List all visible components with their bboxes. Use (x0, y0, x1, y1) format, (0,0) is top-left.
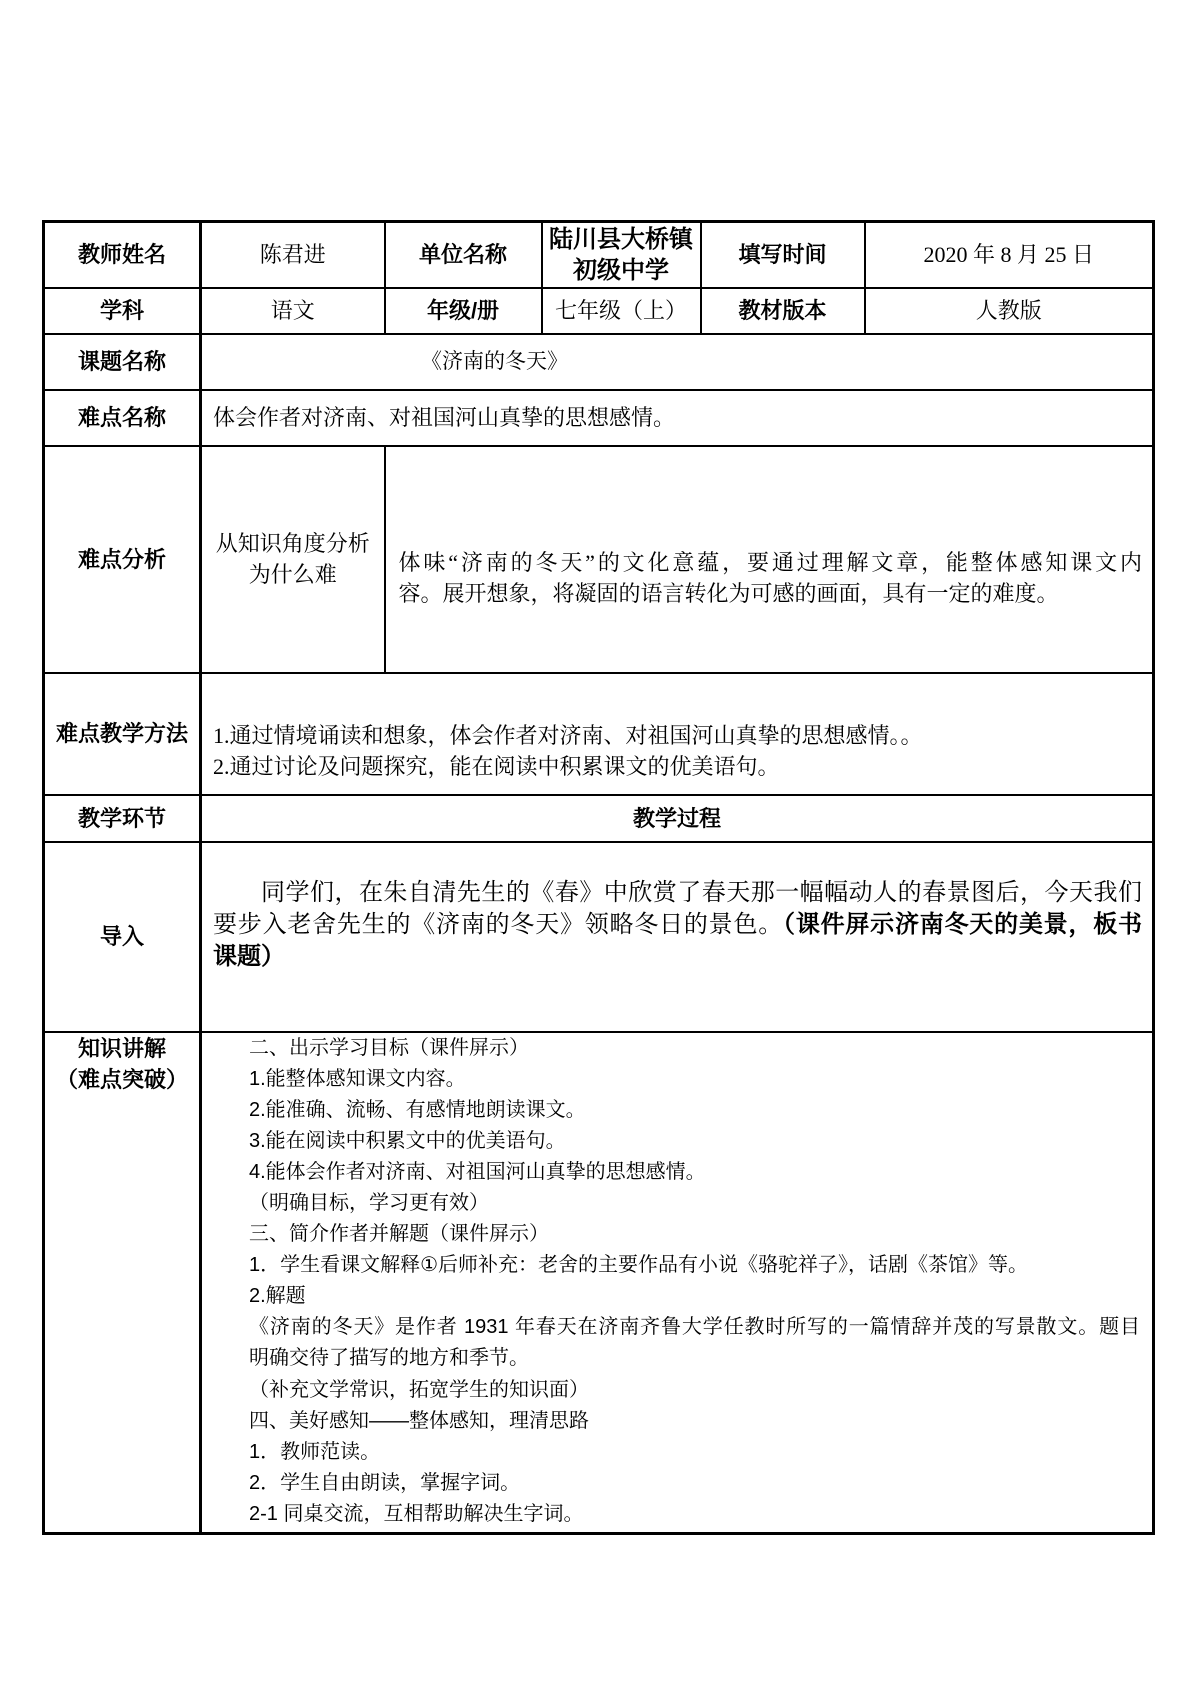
knowledge-line: 1．学生看课文解释①后师补充：老舍的主要作品有小说《骆驼祥子》，话剧《茶馆》等。 (249, 1254, 1029, 1277)
unit-name-cell (542, 222, 701, 288)
fill-time-label-cell (701, 222, 865, 288)
lesson-plan-table (42, 220, 1155, 1535)
knowledge-line: （明确目标，学习更有效） (249, 1191, 489, 1214)
process-header-row (44, 795, 1154, 842)
knowledge-line: 2．学生自由朗读，掌握字词。 (249, 1471, 521, 1494)
teacher-label-cell (44, 222, 201, 288)
knowledge-line: 2.能准确、流畅、有感情地朗读课文。 (249, 1098, 586, 1121)
intro-text-cell (201, 842, 1154, 1032)
intro-note-segment: （课件屏示济南冬天的美景，板书 (783, 910, 1143, 938)
teacher-label: 教师姓名 (77, 242, 166, 268)
knowledge-line: 《济南的冬天》是作者 1931 年春天在济南齐鲁大学任教时所写的一篇情辞并茂的写景散文。题目 (249, 1316, 1140, 1339)
topic-label: 课题名称 (77, 349, 166, 374)
grade-value: 七年级（上） (554, 298, 687, 323)
subject-value: 语文 (270, 298, 315, 323)
grade-cell (542, 288, 701, 334)
difficulty-label-cell (44, 390, 201, 446)
subject-label-cell (44, 288, 201, 334)
stage-label-cell (44, 795, 201, 842)
intro-label: 导入 (99, 924, 144, 949)
info-row-2 (44, 288, 1154, 334)
process-label-cell (201, 795, 1154, 842)
analysis-label: 难点分析 (77, 546, 166, 572)
topic-label-cell (44, 334, 201, 390)
knowledge-line: 明确交待了描写的地方和季节。 (249, 1347, 529, 1370)
analysis-text-cell (385, 446, 1154, 673)
intro-text-line (213, 909, 1142, 941)
teacher-name: 陈君进 (259, 242, 326, 268)
difficulty-value-cell (201, 390, 1154, 446)
topic-row (44, 334, 1154, 390)
intro-text-segment: 要步入老舍先生的《济南的冬天》领略冬日的景色。 (213, 911, 784, 938)
knowledge-line: 三、简介作者并解题（课件屏示） (249, 1223, 549, 1246)
knowledge-label: 知识讲解 (77, 1035, 166, 1061)
analysis-aspect: 从知识角度分析为什么难 (215, 531, 370, 587)
subject-cell (201, 288, 385, 334)
topic-value-cell (201, 334, 1154, 390)
stage-label: 教学环节 (77, 805, 166, 831)
knowledge-line: 2-1 同桌交流，互相帮助解决生字词。 (249, 1502, 584, 1525)
knowledge-line: （补充文学常识，拓宽学生的知识面） (249, 1378, 589, 1401)
knowledge-label-cell (44, 1032, 201, 1534)
method-row (44, 673, 1154, 795)
grade-label: 年级/册 (426, 298, 500, 323)
unit-label: 单位名称 (418, 242, 507, 268)
topic-value: 《济南的冬天》 (421, 349, 568, 373)
knowledge-line: 二、出示学习目标（课件屏示） (249, 1036, 529, 1059)
knowledge-line: 1．教师范读。 (249, 1440, 381, 1463)
method-label-cell (44, 673, 201, 795)
analysis-label-cell (44, 446, 201, 673)
knowledge-sublabel: （难点突破） (55, 1066, 188, 1092)
method-item: 1.通过情境诵读和想象，体会作者对济南、对祖国河山真挚的思想感情。。 (213, 722, 923, 748)
edition-cell (865, 288, 1154, 334)
knowledge-line: 3.能在阅读中积累文中的优美语句。 (249, 1129, 566, 1152)
table-body (44, 222, 1154, 1534)
analysis-aspect-cell (201, 446, 385, 673)
analysis-text-line: 容。展开想象，将凝固的语言转化为可感的画面，具有一定的难度。 (398, 580, 1059, 606)
edition-value: 人教版 (975, 298, 1042, 323)
intro-text-line: 同学们，在朱自清先生的《春》中欣赏了春天那一幅幅动人的春景图后，今天我们 (261, 879, 1142, 906)
fill-time-cell (865, 222, 1154, 288)
process-label: 教学过程 (632, 805, 721, 831)
knowledge-row (44, 1032, 1154, 1534)
intro-note-line: 课题） (213, 942, 285, 970)
difficulty-value: 体会作者对济南、对祖国河山真挚的思想感情。 (213, 405, 676, 430)
unit-name: 陆川县大桥镇初级中学 (549, 225, 693, 284)
knowledge-line: 2.解题 (249, 1285, 306, 1308)
edition-label: 教材版本 (738, 298, 827, 323)
grade-label-cell (385, 288, 542, 334)
fill-time: 2020 年 8 月 25 日 (923, 242, 1094, 268)
info-row-1 (44, 222, 1154, 288)
method-items-cell (201, 673, 1154, 795)
analysis-row (44, 446, 1154, 673)
intro-label-cell (44, 842, 201, 1032)
difficulty-label: 难点名称 (77, 405, 166, 430)
knowledge-line: 1.能整体感知课文内容。 (249, 1067, 466, 1090)
difficulty-row (44, 390, 1154, 446)
knowledge-content-cell (201, 1032, 1154, 1534)
method-label: 难点教学方法 (55, 721, 188, 746)
method-item: 2.通过讨论及问题探究，能在阅读中积累课文的优美语句。 (213, 753, 780, 779)
knowledge-line: 4.能体会作者对济南、对祖国河山真挚的思想感情。 (249, 1160, 706, 1183)
subject-label: 学科 (99, 298, 144, 323)
fill-time-label: 填写时间 (738, 242, 827, 268)
unit-label-cell (385, 222, 542, 288)
intro-row (44, 842, 1154, 1032)
analysis-text-line: 体味“济南的冬天”的文化意蕴，要通过理解文章，能整体感知课文内 (398, 549, 1142, 575)
edition-label-cell (701, 288, 865, 334)
teacher-name-cell (201, 222, 385, 288)
knowledge-line: 四、美好感知——整体感知，理清思路 (249, 1409, 589, 1432)
